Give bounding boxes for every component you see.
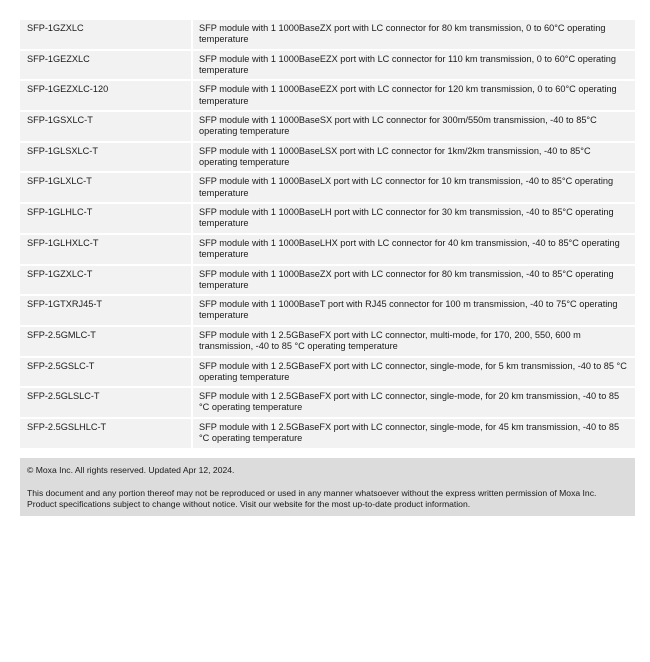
model-cell: SFP-1GEZXLC: [20, 51, 193, 82]
description-cell: SFP module with 1 1000BaseSX port with LC connector for 300m/550m transmission, -40 to 85°C operating temperature: [193, 112, 635, 143]
description-cell: SFP module with 1 1000BaseEZX port with LC connector for 120 km transmission, 0 to 60°C operating temperature: [193, 81, 635, 112]
description-cell: SFP module with 1 1000BaseZX port with LC connector for 80 km transmission, 0 to 60°C operating temperature: [193, 20, 635, 51]
document-footer: [20, 458, 635, 516]
description-cell: SFP module with 1 2.5GBaseFX port with LC connector, single-mode, for 45 km transmission, -40 to 85 °C operating temperature: [193, 419, 635, 450]
model-cell: SFP-2.5GSLC-T: [20, 358, 193, 389]
description-cell: SFP module with 1 1000BaseLH port with LC connector for 30 km transmission, -40 to 85°C operating temperature: [193, 204, 635, 235]
table-row: [20, 296, 635, 327]
model-cell: SFP-1GTXRJ45-T: [20, 296, 193, 327]
description-cell: SFP module with 1 1000BaseT port with RJ45 connector for 100 m transmission, -40 to 75°C operating temperature: [193, 296, 635, 327]
table-row: [20, 112, 635, 143]
table-row: [20, 81, 635, 112]
model-cell: SFP-1GZXLC-T: [20, 266, 193, 297]
description-cell: SFP module with 1 2.5GBaseFX port with LC connector, multi-mode, for 170, 200, 550, 600 m transmission, -40 to 85 °C operating temperature: [193, 327, 635, 358]
description-cell: SFP module with 1 2.5GBaseFX port with LC connector, single-mode, for 20 km transmission, -40 to 85 °C operating temperature: [193, 388, 635, 419]
model-cell: SFP-1GEZXLC-120: [20, 81, 193, 112]
model-cell: SFP-1GZXLC: [20, 20, 193, 51]
model-cell: SFP-2.5GSLHLC-T: [20, 419, 193, 450]
model-cell: SFP-1GLSXLC-T: [20, 143, 193, 174]
description-cell: SFP module with 1 1000BaseEZX port with LC connector for 110 km transmission, 0 to 60°C operating temperature: [193, 51, 635, 82]
description-cell: SFP module with 1 1000BaseLSX port with LC connector for 1km/2km transmission, -40 to 85°C operating temperature: [193, 143, 635, 174]
model-cell: SFP-1GLXLC-T: [20, 173, 193, 204]
description-cell: SFP module with 1 1000BaseLX port with LC connector for 10 km transmission, -40 to 85°C operating temperature: [193, 173, 635, 204]
table-row: [20, 358, 635, 389]
table-row: [20, 419, 635, 450]
model-cell: SFP-1GSXLC-T: [20, 112, 193, 143]
table-row: [20, 204, 635, 235]
table-row: [20, 266, 635, 297]
description-cell: SFP module with 1 1000BaseLHX port with LC connector for 40 km transmission, -40 to 85°C operating temperature: [193, 235, 635, 266]
model-cell: SFP-2.5GMLC-T: [20, 327, 193, 358]
table-row: [20, 235, 635, 266]
spec-table: [20, 20, 635, 450]
spec-table-body: [20, 20, 635, 450]
table-row: [20, 51, 635, 82]
legal-disclaimer: This document and any portion thereof may not be reproduced or used in any manner whatsoever without the express written permission of Moxa Inc. Product specifications subject to change without notice. Visit our website for the most up-to-date product information.: [27, 488, 597, 509]
model-cell: SFP-1GLHLC-T: [20, 204, 193, 235]
table-row: [20, 143, 635, 174]
description-cell: SFP module with 1 1000BaseZX port with LC connector for 80 km transmission, -40 to 85°C operating temperature: [193, 266, 635, 297]
model-cell: SFP-2.5GLSLC-T: [20, 388, 193, 419]
table-row: [20, 173, 635, 204]
copyright-notice: © Moxa Inc. All rights reserved. Updated Apr 12, 2024.: [27, 465, 235, 475]
table-row: [20, 327, 635, 358]
table-row: [20, 388, 635, 419]
model-cell: SFP-1GLHXLC-T: [20, 235, 193, 266]
table-row: [20, 20, 635, 51]
description-cell: SFP module with 1 2.5GBaseFX port with LC connector, single-mode, for 5 km transmission, -40 to 85 °C operating temperature: [193, 358, 635, 389]
